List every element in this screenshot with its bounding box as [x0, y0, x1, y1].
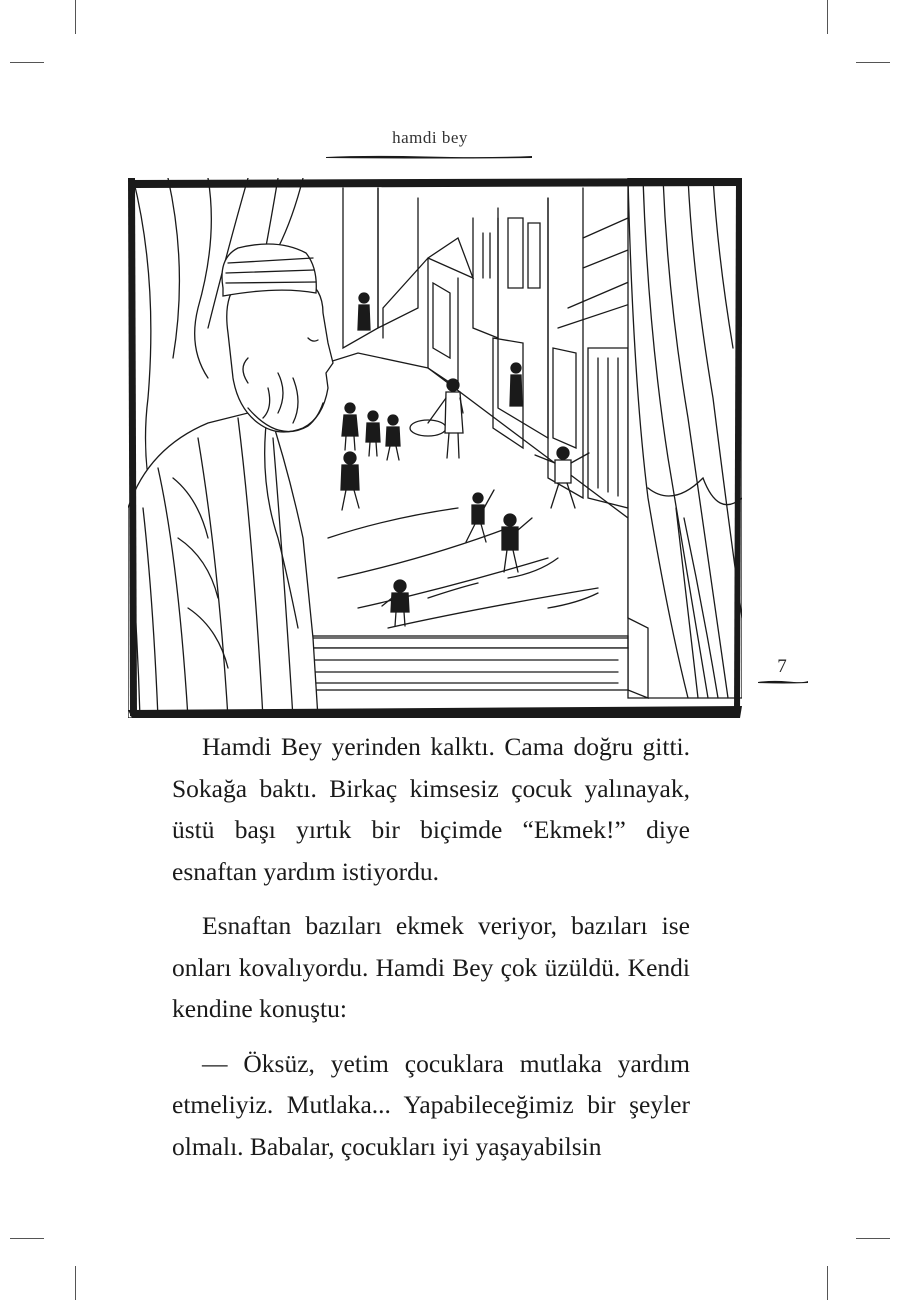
- paragraph: Hamdi Bey yerinden kalktı. Cama doğru gitti. Sokağa baktı. Birkaç kimsesiz çocuk yalınayak, üstü başı yırtık bir biçimde “Ekmek!” diye esnaftan yardım istiyordu.: [172, 732, 690, 886]
- page-number-rule: [758, 679, 808, 684]
- story-illustration: [128, 178, 742, 718]
- crop-mark: [10, 62, 44, 63]
- crop-mark: [10, 1238, 44, 1239]
- body-text: [172, 726, 690, 1180]
- crop-mark: [827, 0, 828, 34]
- crop-mark: [75, 0, 76, 34]
- running-head-rule: [326, 154, 532, 159]
- crop-mark: [856, 62, 890, 63]
- crop-mark: [827, 1266, 828, 1300]
- page-number: 7: [777, 656, 787, 677]
- curtain: [628, 178, 742, 698]
- paragraph: — Öksüz, yetim çocuklara mutlaka yardım etmeliyiz. Mutlaka... Yapabileceğimiz bir şeyler olmalı. Babalar, çocukları iyi yaşayabilsin: [172, 1048, 690, 1161]
- crop-mark: [856, 1238, 890, 1239]
- running-head: hamdi bey: [392, 128, 468, 147]
- crop-mark: [75, 1266, 76, 1300]
- paragraph: Esnaftan bazıları ekmek veriyor, bazıları ise onları kovalıyordu. Hamdi Bey çok üzüldü. Kendi kendine konuştu:: [172, 911, 690, 1023]
